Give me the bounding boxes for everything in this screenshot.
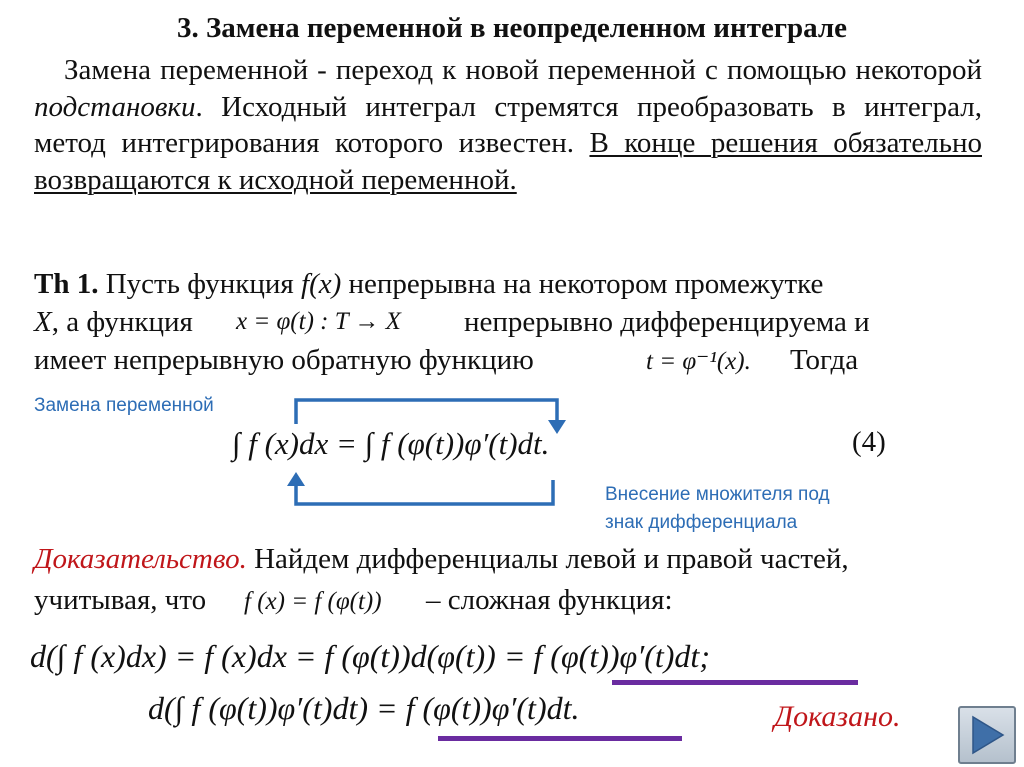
proof-text-1: Найдем дифференциалы левой и правой частей, — [246, 543, 849, 575]
substitution-formula: x = φ(t) : T → X — [236, 308, 401, 335]
slide-title: 3. Замена переменной в неопределенном интеграле — [176, 12, 848, 44]
theorem-text-1-tail: непрерывна на некотором промежутке — [341, 268, 824, 300]
theorem-then: Тогда — [790, 344, 859, 376]
proof-done: Доказано. — [774, 700, 901, 733]
label-differential-2: знак дифференциала — [605, 512, 798, 533]
proof-line-1 — [34, 543, 849, 576]
label-differential-1: Внесение множителя под — [605, 484, 830, 505]
main-formula: ∫ f (x)dx = ∫ f (φ(t))φ′(t)dt. — [232, 426, 550, 461]
inverse-formula: t = φ⁻¹(x). — [646, 348, 751, 375]
equation-number: (4) — [852, 426, 886, 458]
theorem-line-3: имеет непрерывную обратную функцию — [34, 344, 534, 376]
theorem-label: Th 1. — [34, 268, 99, 300]
theorem-text-2-tail: непрерывно дифференцируема и — [464, 306, 870, 338]
proof-label: Доказательство. — [34, 543, 247, 575]
theorem-line-2 — [34, 306, 193, 339]
proof-equation-2: d(∫ f (φ(t))φ′(t)dt) = f (φ(t))φ′(t)dt. — [148, 690, 580, 726]
theorem-text-1: Пусть функция — [98, 268, 302, 300]
next-slide-button[interactable] — [958, 706, 1016, 764]
theorem-set-x: X — [34, 306, 52, 338]
play-next-icon — [960, 708, 1014, 762]
theorem-line-1 — [34, 268, 823, 301]
proof-text-2-tail: – сложная функция: — [426, 584, 673, 616]
composite-formula: f (x) = f (φ(t)) — [244, 588, 382, 615]
intro-italic-term: подстановки — [34, 90, 196, 123]
label-substitution: Замена переменной — [34, 395, 214, 416]
intro-text-2: . Исходный интеграл стремятся преобразовать в интеграл, метод интегрирования которого известен. — [34, 90, 982, 159]
underline-result-2 — [438, 736, 682, 741]
intro-text-1: Замена переменной - переход к новой переменной с помощью некоторой — [64, 54, 982, 86]
underline-result-1 — [612, 680, 858, 685]
arrow-bottom — [287, 472, 553, 504]
theorem-function: f(x) — [301, 268, 342, 300]
proof-line-2: учитывая, что — [34, 584, 207, 616]
theorem-text-2: , а функция — [51, 306, 193, 338]
intro-underlined-note: В конце решения обязательно возвращаются к исходной переменной. — [34, 127, 982, 196]
intro-paragraph — [34, 52, 982, 198]
proof-equation-1: d(∫ f (x)dx) = f (x)dx = f (φ(t))d(φ(t)) = f (φ(t))φ′(t)dt; — [30, 638, 710, 674]
